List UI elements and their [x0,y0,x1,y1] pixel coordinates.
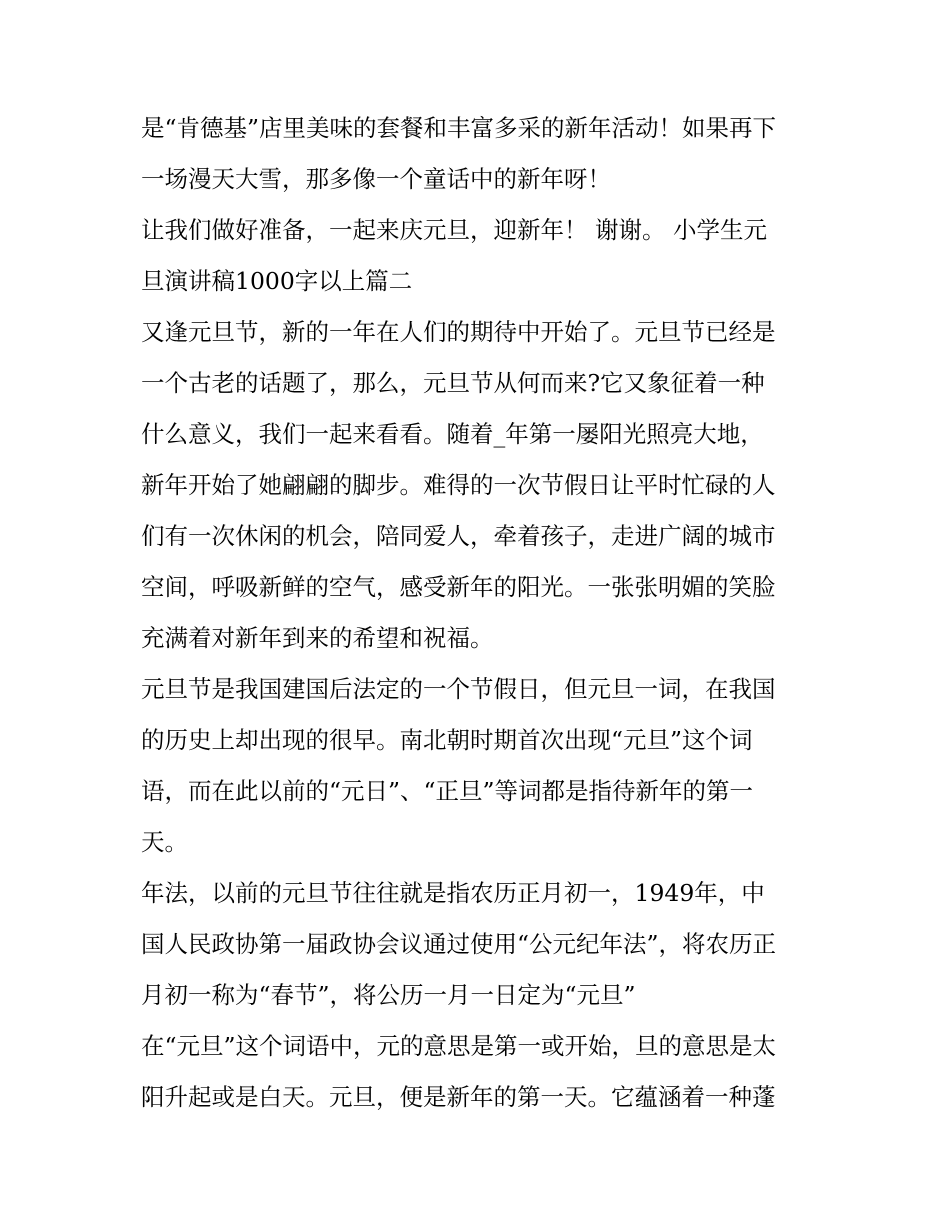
text-line: 月初一称为“春节”，将公历一月一日定为“元旦” [141,981,636,1009]
text-line: 在“元旦”这个词语中，元的意思是第一或开始，旦的意思是太 [141,1032,777,1060]
paragraph-3 [141,307,821,664]
paragraph-6 [141,1021,821,1123]
text-line: 年法，以前的元旦节往往就是指农历正月初一，1949年，中 [141,879,765,907]
text-line: 又逢元旦节，新的一年在人们的期待中开始了。元旦节已经是 [141,318,776,346]
paragraph-2 [141,205,821,307]
text-line: 是“肯德基”店里美味的套餐和丰富多采的新年活动！如果再下 [141,114,777,142]
text-line: 一场漫天大雪，那多像一个童话中的新年呀！ [141,165,611,193]
text-line: 阳升起或是白天。元旦，便是新年的第一天。它蕴涵着一种蓬 [141,1083,776,1111]
paragraph-4 [141,664,821,868]
text-line: 们有一次休闲的机会，陪同爱人，牵着孩子，走进广阔的城市 [141,522,776,550]
text-line: 天。 [141,828,188,856]
section-heading-line: 旦演讲稿1000字以上篇二 [141,267,413,295]
text-line: 语，而在此以前的“元日”、“正旦”等词都是指待新年的第一 [141,777,754,805]
text-line: 的历史上却出现的很早。南北朝时期首次出现“元旦”这个词 [141,726,753,754]
text-line: 国人民政协第一届政协会议通过使用“公元纪年法”，将农历正 [141,930,777,958]
document-body [141,103,821,1123]
text-line: 充满着对新年到来的希望和祝福。 [141,624,494,652]
text-line: 新年开始了她翩翩的脚步。难得的一次节假日让平时忙碌的人 [141,471,776,499]
text-line: 空间，呼吸新鲜的空气，感受新年的阳光。一张张明媚的笑脸 [141,573,776,601]
paragraph-1 [141,103,821,205]
text-line: 让我们做好准备，一起来庆元旦，迎新年！ 谢谢。 小学生元 [141,216,767,244]
text-line: 什么意义，我们一起来看看。随着_年第一屡阳光照亮大地， [141,420,764,448]
paragraph-5 [141,868,821,1021]
text-line: 元旦节是我国建国后法定的一个节假日，但元旦一词，在我国 [141,675,776,703]
text-line: 一个古老的话题了，那么，元旦节从何而来?它又象征着一种 [141,369,765,397]
